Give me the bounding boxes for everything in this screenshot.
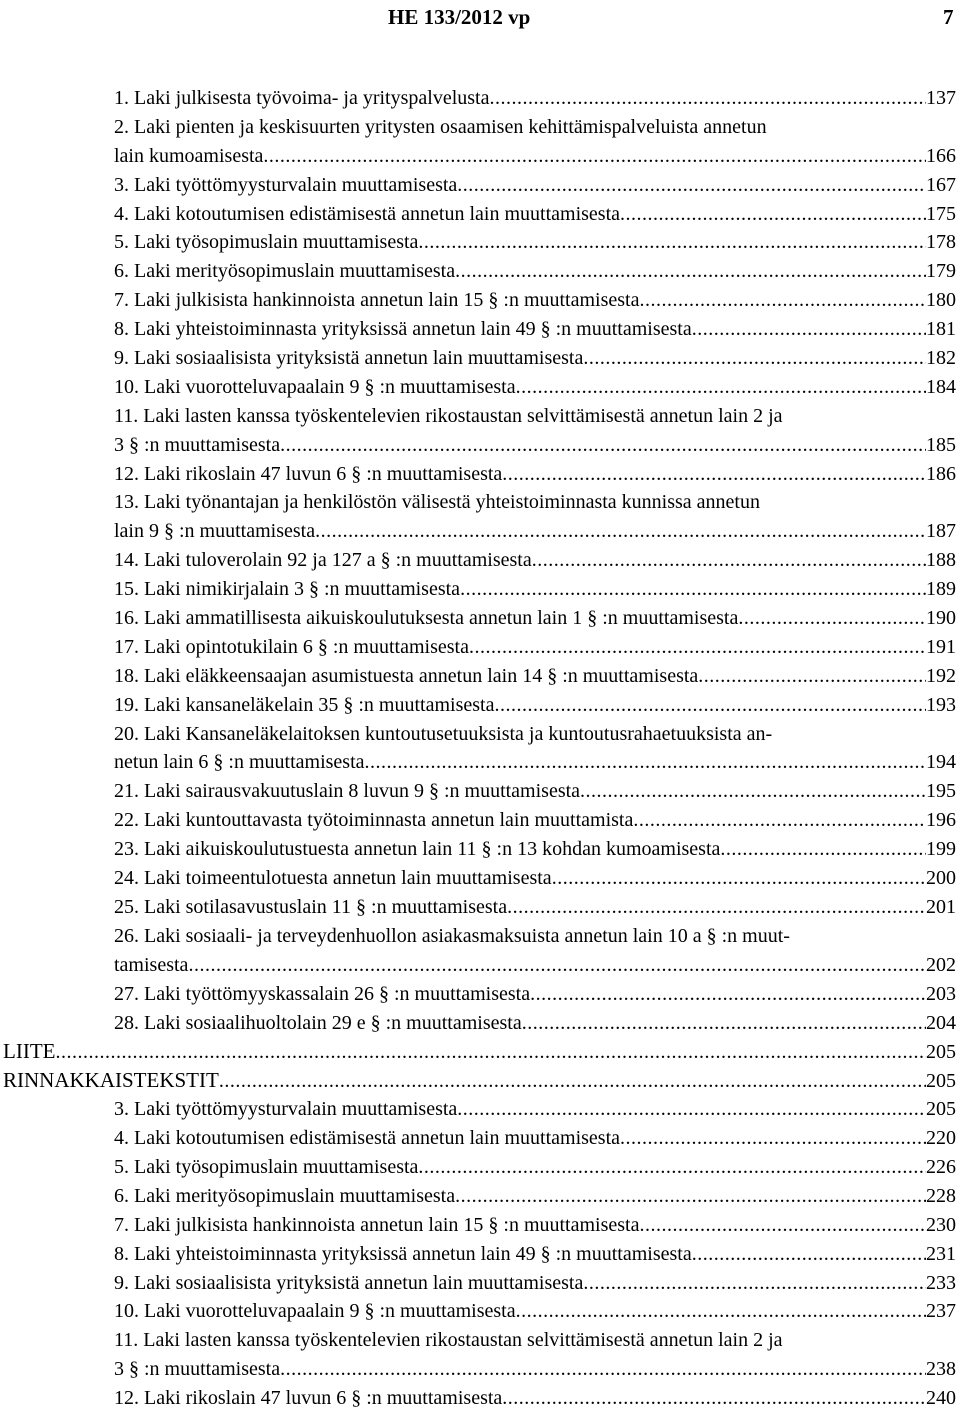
toc-line [114, 1124, 956, 1153]
toc-page-number: 189 [926, 578, 956, 601]
toc-line [114, 402, 956, 431]
toc-line [114, 662, 956, 691]
dot-leader [263, 142, 926, 171]
toc-entry-title: 26. Laki sosiaali- ja terveydenhuollon asiakasmaksuista annetun lain 10 a § :n muut- [114, 924, 790, 947]
toc-entry-title: 15. Laki nimikirjalain 3 § :n muuttamisesta [114, 578, 461, 601]
toc-page-number: 185 [926, 433, 956, 456]
toc-page-number: 228 [926, 1184, 956, 1207]
toc-line [114, 806, 956, 835]
dot-leader [455, 257, 926, 286]
toc-entry-title: 25. Laki sotilasavustuslain 11 § :n muuttamisesta [114, 895, 508, 918]
toc-entry-title: 6. Laki merityösopimuslain muuttamisesta [114, 1184, 456, 1207]
dot-leader [620, 200, 926, 229]
toc-page-number: 196 [926, 809, 956, 832]
toc-line [114, 257, 956, 286]
toc-page-number: 203 [926, 982, 956, 1005]
dot-leader [532, 546, 926, 575]
toc-line [114, 142, 956, 171]
dot-leader [489, 84, 926, 113]
dot-leader [639, 286, 926, 315]
dot-leader [552, 864, 926, 893]
toc-entry-title: 9. Laki sosiaalisista yrityksistä annetun lain muuttamisesta [114, 1271, 584, 1294]
toc-entry-title: tamisesta [114, 953, 189, 976]
toc-line [3, 1066, 956, 1095]
dot-leader [698, 662, 926, 691]
dot-leader [530, 980, 926, 1009]
toc-line [114, 1355, 956, 1384]
toc-line [114, 286, 956, 315]
toc-line [114, 1182, 956, 1211]
dot-leader [365, 748, 926, 777]
toc-page-number: 190 [926, 607, 956, 630]
toc-entry-title: 4. Laki kotoutumisen edistämisestä annetun lain muuttamisesta [114, 1127, 621, 1150]
toc-line [114, 315, 956, 344]
dot-leader [522, 1009, 926, 1038]
toc-line [114, 1095, 956, 1124]
toc-entry-title: RINNAKKAISTEKSTIT [3, 1068, 219, 1093]
toc-page-number: 188 [926, 549, 956, 572]
toc-page-number: 220 [926, 1127, 956, 1150]
toc-line [114, 835, 956, 864]
toc-line [114, 488, 956, 517]
toc-page-number: 237 [926, 1300, 956, 1323]
dot-leader [494, 691, 926, 720]
toc-page-number: 184 [926, 375, 956, 398]
toc-line [114, 228, 956, 257]
toc-entry-title: netun lain 6 § :n muuttamisesta [114, 751, 365, 774]
toc-line [114, 546, 956, 575]
toc-page-number: 199 [926, 838, 956, 861]
dot-leader [457, 171, 926, 200]
toc-line [114, 1269, 956, 1298]
dot-leader [457, 1095, 926, 1124]
dot-leader [469, 633, 926, 662]
toc-line [114, 575, 956, 604]
toc-entry-title: 3 § :n muuttamisesta [114, 433, 281, 456]
toc-line [114, 691, 956, 720]
dot-leader [418, 1153, 926, 1182]
dot-leader [633, 806, 926, 835]
dot-leader [507, 893, 926, 922]
toc-entry-title: 5. Laki työsopimuslain muuttamisesta [114, 1155, 419, 1178]
toc-entry-title: 10. Laki vuorotteluvapaalain 9 § :n muuttamisesta [114, 375, 516, 398]
toc-page-number: 226 [926, 1155, 956, 1178]
toc-line [114, 1009, 956, 1038]
toc-entry-title: 3 § :n muuttamisesta [114, 1358, 281, 1381]
dot-leader [620, 1124, 926, 1153]
toc-page-number: 233 [926, 1271, 956, 1294]
toc-line [114, 864, 956, 893]
toc-entry-title: 11. Laki lasten kanssa työskentelevien rikostaustan selvittämisestä annetun lain 2 ja [114, 1329, 783, 1352]
toc-page-number: 193 [926, 693, 956, 716]
toc-page-number: 204 [926, 1011, 956, 1034]
dot-leader [315, 517, 926, 546]
toc-line [114, 200, 956, 229]
toc-line [114, 1240, 956, 1269]
toc-entry-title: 2. Laki pienten ja keskisuurten yritysten osaamisen kehittämispalveluista annetun [114, 115, 767, 138]
toc-line [114, 720, 956, 749]
toc-entry-title: 12. Laki rikoslain 47 luvun 6 § :n muuttamisesta [114, 1387, 503, 1410]
toc-entry-title: 9. Laki sosiaalisista yrityksistä annetun lain muuttamisesta [114, 347, 584, 370]
toc-entry-title: 21. Laki sairausvakuutuslain 8 luvun 9 § :n muuttamisesta [114, 780, 581, 803]
toc-entry-title: 8. Laki yhteistoiminnasta yrityksissä annetun lain 49 § :n muuttamisesta [114, 318, 692, 341]
dot-leader [516, 1297, 926, 1326]
page-number: 7 [943, 5, 954, 29]
toc-page-number: 230 [926, 1213, 956, 1236]
toc-line [114, 431, 956, 460]
toc-entry-title: 23. Laki aikuiskoulutustuesta annetun lain 11 § :n 13 kohdan kumoamisesta [114, 838, 721, 861]
toc-page-number: 179 [926, 260, 956, 283]
dot-leader [580, 777, 926, 806]
toc-line [114, 1153, 956, 1182]
toc-entry-title: 3. Laki työttömyysturvalain muuttamisesta [114, 1098, 458, 1121]
toc-page-number: 195 [926, 780, 956, 803]
dot-leader [692, 1240, 926, 1269]
toc-line [114, 980, 956, 1009]
toc-entry-title: 11. Laki lasten kanssa työskentelevien rikostaustan selvittämisestä annetun lain 2 ja [114, 404, 783, 427]
toc-line [114, 1211, 956, 1240]
toc-line [114, 748, 956, 777]
document-id: HE 133/2012 vp [388, 5, 531, 29]
page-header [0, 5, 960, 35]
toc-page-number: 182 [926, 347, 956, 370]
toc-line [114, 604, 956, 633]
toc-page-number: 202 [926, 953, 956, 976]
dot-leader [639, 1211, 926, 1240]
toc-line [114, 893, 956, 922]
dot-leader [502, 460, 926, 489]
toc-line [114, 777, 956, 806]
toc-entry-title: 12. Laki rikoslain 47 luvun 6 § :n muuttamisesta [114, 462, 503, 485]
toc-entry-title: 18. Laki eläkkeensaajan asumistuesta annetun lain 14 § :n muuttamisesta [114, 664, 699, 687]
toc-page-number: 200 [926, 867, 956, 890]
toc-line [114, 113, 956, 142]
toc-page-number: 191 [926, 635, 956, 658]
toc-entry-title: 24. Laki toimeentulotuesta annetun lain muuttamisesta [114, 867, 552, 890]
toc-line [114, 460, 956, 489]
toc-entry-title: 20. Laki Kansaneläkelaitoksen kuntoutusetuuksista ja kuntoutusrahaetuuksista an- [114, 722, 773, 745]
table-of-contents [0, 84, 960, 1413]
toc-page-number: 194 [926, 751, 956, 774]
toc-line [114, 84, 956, 113]
toc-line [114, 171, 956, 200]
dot-leader [280, 431, 926, 460]
dot-leader [583, 1269, 926, 1298]
toc-entry-title: 5. Laki työsopimuslain muuttamisesta [114, 231, 419, 254]
toc-page-number: 205 [926, 1098, 956, 1121]
toc-page-number: 205 [926, 1070, 956, 1093]
toc-entry-title: 19. Laki kansaneläkelain 35 § :n muuttamisesta [114, 693, 495, 716]
toc-page-number: 166 [926, 144, 956, 167]
toc-page-number: 238 [926, 1358, 956, 1381]
toc-line [114, 1297, 956, 1326]
toc-entry-title: 8. Laki yhteistoiminnasta yrityksissä annetun lain 49 § :n muuttamisesta [114, 1242, 692, 1265]
toc-entry-title: 3. Laki työttömyysturvalain muuttamisesta [114, 173, 458, 196]
toc-line [114, 1326, 956, 1355]
toc-entry-title: LIITE [3, 1039, 56, 1064]
toc-entry-title: 6. Laki merityösopimuslain muuttamisesta [114, 260, 456, 283]
toc-entry-title: 4. Laki kotoutumisen edistämisestä annetun lain muuttamisesta [114, 202, 621, 225]
dot-leader [55, 1038, 926, 1067]
toc-page-number: 186 [926, 462, 956, 485]
toc-page-number: 240 [926, 1387, 956, 1410]
dot-leader [692, 315, 926, 344]
toc-line [114, 373, 956, 402]
toc-entry-title: 27. Laki työttömyyskassalain 26 § :n muuttamisesta [114, 982, 531, 1005]
dot-leader [583, 344, 926, 373]
toc-entry-title: 7. Laki julkisista hankinnoista annetun lain 15 § :n muuttamisesta [114, 1213, 640, 1236]
toc-entry-title: 16. Laki ammatillisesta aikuiskoulutuksesta annetun lain 1 § :n muuttamisesta [114, 607, 739, 630]
dot-leader [455, 1182, 926, 1211]
toc-entry-title: 22. Laki kuntouttavasta työtoiminnasta annetun lain muuttamista [114, 809, 634, 832]
dot-leader [720, 835, 926, 864]
dot-leader [280, 1355, 926, 1384]
toc-entry-title: 14. Laki tuloverolain 92 ja 127 a § :n muuttamisesta [114, 549, 532, 572]
toc-page-number: 180 [926, 289, 956, 312]
toc-line [3, 1037, 956, 1066]
toc-page-number: 137 [926, 87, 956, 109]
toc-page-number: 178 [926, 231, 956, 254]
dot-leader [516, 373, 926, 402]
toc-line [114, 344, 956, 373]
toc-line [114, 633, 956, 662]
toc-entry-title: 10. Laki vuorotteluvapaalain 9 § :n muuttamisesta [114, 1300, 516, 1323]
toc-page-number: 175 [926, 202, 956, 225]
toc-page-number: 205 [926, 1041, 956, 1064]
toc-entry-title: 7. Laki julkisista hankinnoista annetun lain 15 § :n muuttamisesta [114, 289, 640, 312]
toc-page-number: 187 [926, 520, 956, 543]
toc-page-number: 181 [926, 318, 956, 341]
toc-line [114, 922, 956, 951]
toc-line [114, 517, 956, 546]
toc-line [114, 951, 956, 980]
toc-page-number: 192 [926, 664, 956, 687]
toc-page-number: 167 [926, 173, 956, 196]
toc-page-number: 231 [926, 1242, 956, 1265]
toc-entry-title: lain 9 § :n muuttamisesta [114, 520, 316, 543]
toc-entry-title: lain kumoamisesta [114, 144, 264, 167]
toc-page-number: 201 [926, 895, 956, 918]
dot-leader [219, 1067, 926, 1096]
toc-entry-title: 1. Laki julkisesta työvoima- ja yrityspalvelusta [114, 87, 490, 109]
toc-entry-title: 17. Laki opintotukilain 6 § :n muuttamisesta [114, 635, 469, 658]
dot-leader [738, 604, 926, 633]
toc-entry-title: 13. Laki työnantajan ja henkilöstön välisestä yhteistoiminnasta kunnissa annetun [114, 491, 760, 514]
toc-entry-title: 28. Laki sosiaalihuoltolain 29 e § :n muuttamisesta [114, 1011, 522, 1034]
dot-leader [418, 228, 926, 257]
dot-leader [460, 575, 926, 604]
dot-leader [188, 951, 926, 980]
